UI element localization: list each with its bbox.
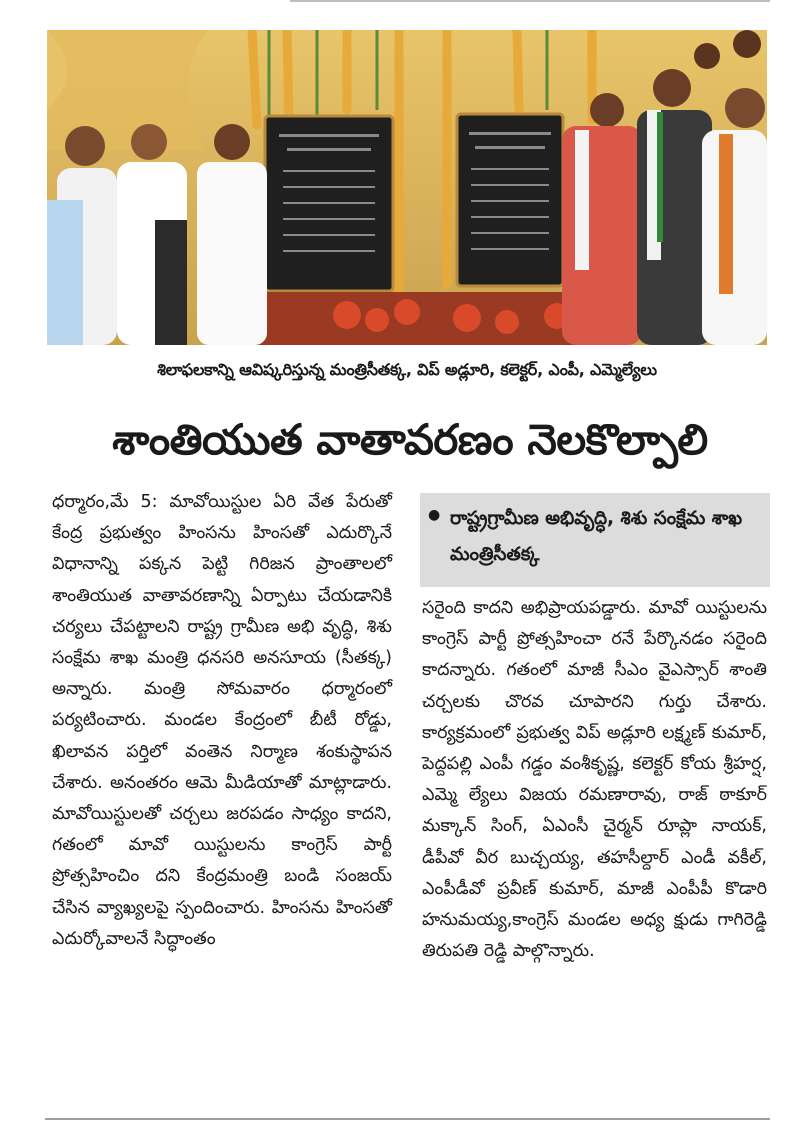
- article-text-right: సరైంది కాదని అభిప్రాయపడ్డారు. మావో యిస్టులను కాంగ్రెస్ పార్టీ ప్రోత్సహించా రనే పేర్కొనడం సరైంది కాదన్నారు. గతంలో మాజీ సీఎం వైఎస్సార్ శాంతి చర్చలకు చొరవ చూపారని గుర్తు చేశారు. కార్యక్రమంలో ప్రభుత్వ విప్ అడ్లూరి లక్ష్మణ్ కుమార్, పెద్దపల్లి ఎంపీ గడ్డం వంశీకృష్ణ, కలెక్టర్ కోయ శ్రీహర్ష, ఎమ్మె ల్యేలు విజయ రమణారావు, రాజ్ ఠాకూర్ మక్కాన్ సింగ్, ఏఎంసీ చైర్మన్ రూప్లా నాయక్, డీపీవో వీర బుచ్చయ్య, తహసీల్దార్ ఎండీ వకీల్, ఎంపీడీవో ప్రవీణ్ కుమార్, మాజీ ఎంపీపీ కొడారి హనుమయ్య,కాంగ్రెస్ మండల అధ్య క్షుడు గాగిరెడ్డి తిరుపతి రెడ్డి పాల్గొన్నారు.: [422, 598, 767, 962]
- photo-illustration: [47, 30, 767, 345]
- article-column-left: [52, 487, 392, 955]
- top-divider: [290, 0, 770, 2]
- news-photo: [47, 30, 767, 345]
- bottom-divider: [45, 1118, 770, 1120]
- article-text-left: ధర్మారం,మే 5: మావోయిస్టుల ఏరి వేత పేరుతో కేంద్ర ప్రభుత్వం హింసను హింసతో ఎదుర్కొనే విధానాన్ని పక్కన పెట్టి గిరిజన ప్రాంతాలలో శాంతియుత వాతావరణాన్ని ఏర్పాటు చేయడానికి చర్యలు చేపట్టాలని రాష్ట్ర గ్రామీణ అభి వృద్ధి, శిశు సంక్షేమ శాఖ మంత్రి ధనసరి అనసూయ (సీతక్క) అన్నారు. మంత్రి సోమవారం ధర్మారంలో పర్యటించారు. మండల కేంద్రంలో బీటీ రోడ్డు, ఖిలావన పర్తిలో వంతెన నిర్మాణ శంకుస్థాపన చేశారు. అనంతరం ఆమె మీడియాతో మాట్లాడారు. మావోయిస్టులతో చర్చలు జరపడం సాధ్యం కాదని, గతంలో మావో యిస్టులను కాంగ్రెస్ పార్టీ ప్రోత్సహించిం దని కేంద్రమంత్రి బండి సంజయ్ చేసిన వ్యాఖ్యలపై స్పందించారు. హింసను హింసతో ఎదుర్కోవాలనే సిద్ధాంతం: [52, 492, 392, 949]
- photo-caption: శిలాఫలకాన్ని ఆవిష్కరిస్తున్న మంత్రిసీతక్క, విప్ అడ్లూరి, కలెక్టర్, ఎంపీ, ఎమ్మెల్యేలు: [157, 360, 657, 379]
- bullet-icon: ●: [428, 507, 441, 523]
- article-column-right: [422, 593, 767, 967]
- highlight-box: [420, 493, 770, 587]
- highlight-text: రాష్ట్రగ్రామీణ అభివృద్ధి, శిశు సంక్షేమ శాఖ మంత్రిసీతక్క: [450, 508, 743, 565]
- headline: శాంతియుత వాతావరణం నెలకొల్పాలి: [112, 415, 708, 464]
